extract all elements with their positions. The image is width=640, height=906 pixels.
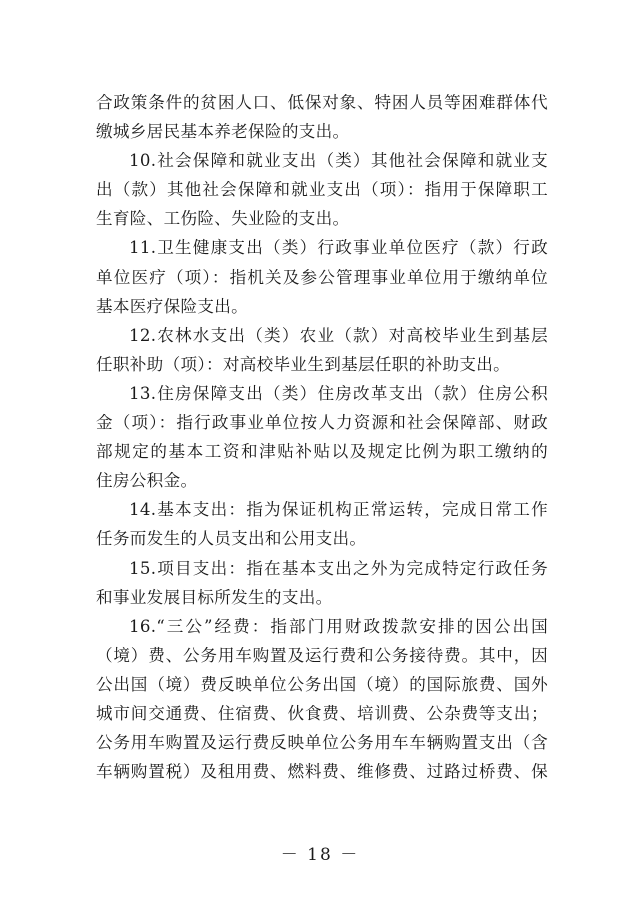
paragraph-15-start: 15.项目支出：指在基本支出之外为完成特定行政任务 (129, 558, 548, 578)
text-line: 合政策条件的贫困人口、低保对象、特困人员等困难群体代 (96, 93, 548, 112)
text-line: 任职补助（项）：对高校毕业生到基层任职的补助支出。 (96, 354, 511, 374)
text-line: 出（款）其他社会保障和就业支出（项）：指用于保障职工 (96, 180, 548, 200)
paragraph-12-start: 12.农林水支出（类）农业（款）对高校毕业生到基层 (129, 325, 548, 345)
paragraph-16-start: 16.“三公”经费：指部门用财政拨款安排的因公出国 (129, 616, 548, 636)
text-line: 公出国（境）费反映单位公务出国（境）的国际旅费、国外 (96, 674, 548, 694)
text-line: 住房公积金。 (96, 471, 198, 491)
paragraph-13-start: 13.住房保障支出（类）住房改革支出（款）住房公积 (129, 383, 548, 403)
paragraph-14-start: 14.基本支出：指为保证机构正常运转，完成日常工作 (129, 500, 548, 520)
text-line: （境）费、公务用车购置及运行费和公务接待费。其中，因 (96, 645, 548, 665)
body-text (96, 88, 548, 786)
text-line: 缴城乡居民基本养老保险的支出。 (96, 122, 350, 142)
paragraph-11-start: 11.卫生健康支出（类）行政事业单位医疗（款）行政 (129, 238, 548, 258)
text-line: 金（项）：指行政事业单位按人力资源和社会保障部、财政 (96, 413, 548, 433)
text-line: 基本医疗保险支出。 (96, 296, 249, 316)
text-line: 生育险、工伤险、失业险的支出。 (96, 209, 350, 229)
paragraph-10-start: 10.社会保障和就业支出（类）其他社会保障和就业支 (129, 151, 548, 171)
text-line: 单位医疗（项）：指机关及参公管理事业单位用于缴纳单位 (96, 267, 548, 287)
text-line: 公务用车购置及运行费反映单位公务用车车辆购置支出（含 (96, 733, 548, 753)
page-number: － 18 － (280, 845, 360, 865)
text-line: 和事业发展目标所发生的支出。 (96, 587, 333, 607)
text-line: 城市间交通费、住宿费、伙食费、培训费、公杂费等支出； (96, 703, 548, 723)
text-line: 车辆购置税）及租用费、燃料费、维修费、过路过桥费、保 (96, 762, 548, 782)
text-line: 部规定的基本工资和津贴补贴以及规定比例为职工缴纳的 (96, 442, 548, 462)
text-line: 任务而发生的人员支出和公用支出。 (96, 529, 367, 549)
